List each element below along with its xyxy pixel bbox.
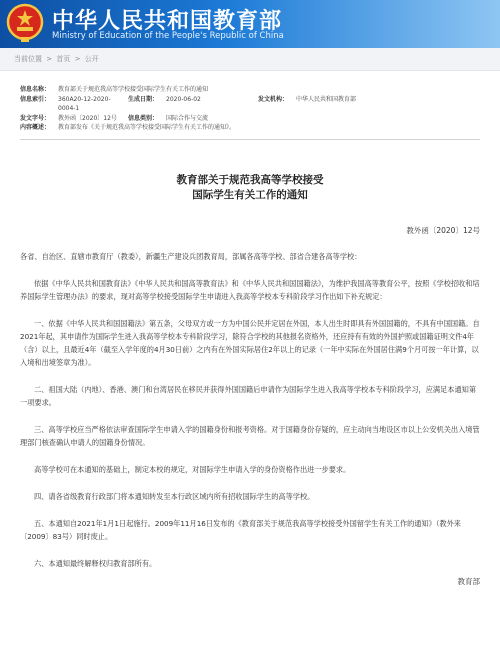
site-subtitle: Ministry of Education of the People's Republic of China (52, 31, 284, 41)
meta-key: 信息类别： (128, 114, 159, 122)
meta-value: 国际合作与交流 (166, 114, 209, 122)
breadcrumb (0, 48, 500, 71)
paragraph: 高等学校可在本通知的基础上，制定本校的规定，对国际学生申请入学的身份资格作出进一步要求。 (34, 464, 351, 474)
paragraph: 依据《中华人民共和国教育法》《中华人民共和国高等教育法》和《中华人民共和国国籍法》，为维护我国高等教育公平，按照《学校招收和培养国际学生管理办法》的要求，现对高等学校接受国际学生申请进入我高等学校本专科阶段学习作出如下补充规定： (20, 278, 480, 301)
breadcrumb-label: 当前位置 (14, 55, 42, 63)
meta-row-index (20, 95, 480, 114)
meta-key: 发文字号： (20, 114, 51, 122)
paragraph: 六、本通知最终解释权归教育部所有。 (34, 558, 157, 568)
document-title (0, 173, 500, 203)
meta-key: 信息索引： (20, 95, 51, 103)
meta-value: 2020-06-02 (166, 95, 201, 103)
meta-value: 教育部关于规范我高等学校接受国际学生有关工作的通知 (58, 86, 209, 93)
meta-value: 中华人民共和国教育部 (296, 95, 357, 103)
paragraph: 五、本通知自2021年1月1日起施行。2009年11月16日发布的《教育部关于规范我高等学校接受外国留学生有关工作的通知》（教外来〔2009〕83号）同时废止。 (20, 518, 461, 541)
section-divider (20, 139, 480, 140)
meta-row-summary (20, 123, 480, 133)
meta-key: 发文机构： (258, 95, 289, 103)
meta-value: 教育部发布《关于规范我高等学校接受国际学生有关工作的通知》。 (58, 124, 236, 131)
meta-row-name (20, 85, 480, 95)
document-title-line: 国际学生有关工作的通知 (192, 188, 308, 201)
national-emblem-icon (6, 3, 44, 43)
document-body (20, 250, 480, 570)
meta-row-docno (20, 114, 480, 124)
salutation: 各省、自治区、直辖市教育厅（教委），新疆生产建设兵团教育局，部属各高等学校、部省合建各高等学校： (20, 251, 362, 261)
meta-key: 生成日期： (128, 95, 159, 103)
breadcrumb-separator: > (74, 55, 81, 63)
document-title-line: 教育部关于规范我高等学校接受 (176, 173, 324, 186)
meta-value: 360A20-12-2020-0004-1 (58, 95, 111, 112)
document-meta-table (20, 85, 480, 133)
paragraph: 一、依据《中华人民共和国国籍法》第五条，父母双方或一方为中国公民并定居在外国，本人出生时即具有外国国籍的，不具有中国国籍。自2021年起，其申请作为国际学生进入我高等学校本专科阶段学习，除符合学校的其他报名资格外，还应持有有效的外国护照或国籍证明文件4年（含）以上，且最近4年（截至入学年度的4月30日前）之内有在外国实际居住2年以上的记录（一年中实际在外国居住满9个月可按一年计算，以入境和出境签章为准）。 (20, 318, 480, 367)
paragraph: 二、祖国大陆（内地）、香港、澳门和台湾居民在移民并获得外国国籍后申请作为国际学生进入我高等学校本专科阶段学习，应满足本通知第一项要求。 (20, 384, 477, 407)
site-header (0, 0, 500, 48)
site-title[interactable]: 中华人民共和国教育部 (52, 8, 283, 34)
meta-key: 信息名称： (20, 86, 51, 93)
signature: 教育部 (457, 576, 480, 586)
breadcrumb-public-link[interactable]: 公开 (84, 55, 99, 63)
breadcrumb-home-link[interactable]: 首页 (56, 55, 71, 63)
paragraph: 三、高等学校应当严格依法审查国际学生申请入学的国籍身份和报考资格。对于国籍身份存疑的，应主动向当地设区市以上公安机关出入境管理部门核查确认申请人的国籍身份情况。 (20, 424, 480, 447)
paragraph: 四、请各省级教育行政部门将本通知转发至本行政区域内所有招收国际学生的高等学校。 (34, 491, 315, 501)
document-reference-number: 教外函〔2020〕12号 (406, 225, 480, 235)
breadcrumb-separator: > (46, 55, 53, 63)
meta-key: 内容概述： (20, 124, 51, 131)
meta-value: 教外函〔2020〕12号 (58, 114, 117, 122)
